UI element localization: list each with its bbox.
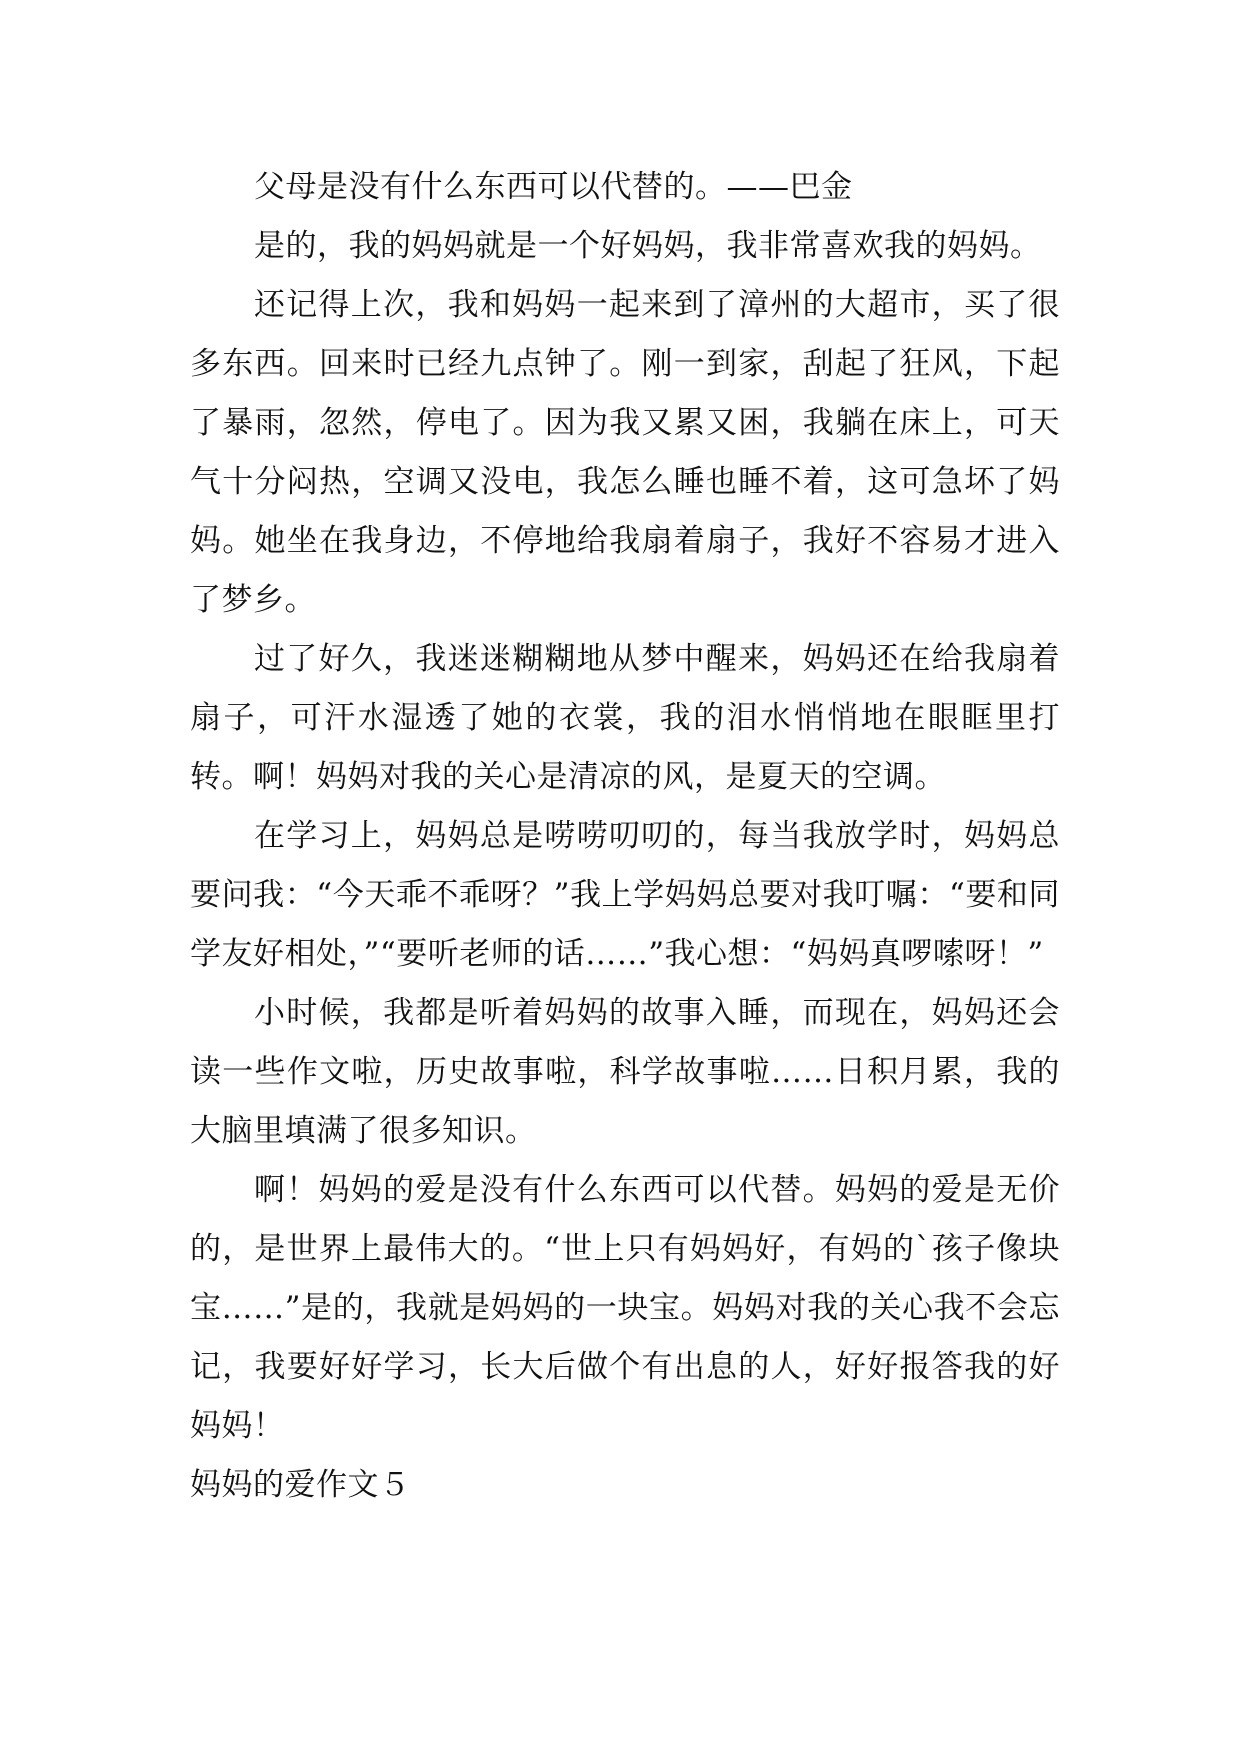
quote-paragraph: 父母是没有什么东西可以代替的。——巴金 — [254, 169, 853, 205]
story-paragraph: 小时候，我都是听着妈妈的故事入睡，而现在，妈妈还会读一些作文啦，历史故事啦，科学故事啦……日积月累，我的大脑里填满了很多知识。 — [190, 995, 1060, 1149]
next-essay-heading: 妈妈的爱作文５ — [190, 1467, 411, 1503]
intro-paragraph: 是的，我的妈妈就是一个好妈妈，我非常喜欢我的妈妈。 — [254, 228, 1042, 264]
document-page — [190, 158, 1060, 1515]
study-paragraph: 在学习上，妈妈总是唠唠叨叨的，每当我放学时，妈妈总要问我：“今天乖不乖呀？”我上学妈妈总要对我叮嘱：“要和同学友好相处，”“要听老师的话……”我心想：“妈妈真啰嗦呀！” — [190, 818, 1060, 972]
conclusion-paragraph: 啊！妈妈的爱是没有什么东西可以代替。妈妈的爱是无价的，是世界上最伟大的。“世上只有妈妈好，有妈的`孩子像块宝……”是的，我就是妈妈的一块宝。妈妈对我的关心我不会忘记，我要好好学习，长大后做个有出息的人，好好报答我的好妈妈！ — [190, 1172, 1060, 1444]
dream-paragraph: 过了好久，我迷迷糊糊地从梦中醒来，妈妈还在给我扇着扇子，可汗水湿透了她的衣裳，我的泪水悄悄地在眼眶里打转。啊！妈妈对我的关心是清凉的风，是夏天的空调。 — [190, 641, 1060, 795]
supermarket-paragraph: 还记得上次，我和妈妈一起来到了漳州的大超市，买了很多东西。回来时已经九点钟了。刚一到家，刮起了狂风，下起了暴雨，忽然，停电了。因为我又累又困，我躺在床上，可天气十分闷热，空调又没电，我怎么睡也睡不着，这可急坏了妈妈。她坐在我身边，不停地给我扇着扇子，我好不容易才进入了梦乡。 — [190, 287, 1060, 618]
